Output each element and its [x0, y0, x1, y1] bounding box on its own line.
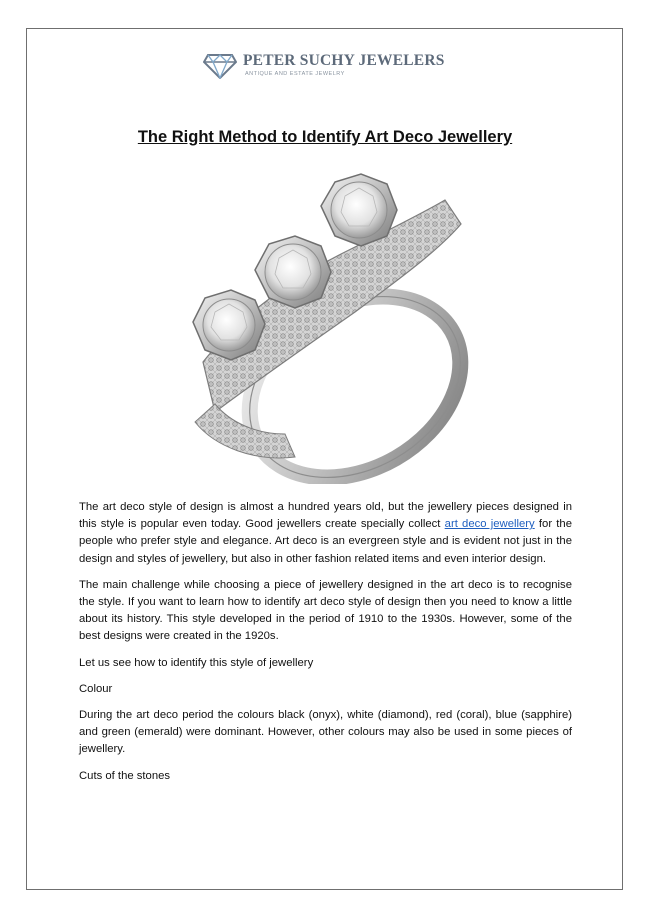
brand-name: PETER SUCHY JEWELERS	[243, 52, 445, 69]
heading-cuts: Cuts of the stones	[79, 769, 171, 782]
diamond-icon	[203, 51, 237, 79]
ring-image	[175, 172, 485, 484]
art-deco-jewellery-link[interactable]: art deco jewellery	[444, 518, 535, 531]
brand-logo[interactable]	[203, 50, 453, 84]
paragraph-intro	[79, 499, 572, 568]
heading-colour: Colour	[79, 682, 113, 695]
paragraph-history: The main challenge while choosing a piece of jewellery designed in the art deco is to recognise the style. If you want to learn how to identify art deco style of design then you need to know a little about its history. This style developed in the period of 1910 to the 1930s. However, some of the best designs were created in the 1920s.	[79, 578, 572, 643]
paragraph-lead-in: Let us see how to identify this style of jewellery	[79, 656, 314, 669]
paragraph-intro-text: The art deco style of design is almost a hundred years old, but the jewellery pieces designed in this style is popular even today. Good jewellers create specially collect	[79, 501, 572, 531]
page-title: The Right Method to Identify Art Deco Jewellery	[137, 128, 513, 146]
paragraph-intro-text-continued: for the people who prefer style and elegance. Art deco is an evergreen style and is evident not just in the design and styles of jewellery, but also in other fashion related items and even interior design.	[79, 518, 572, 565]
paragraph-colours: During the art deco period the colours black (onyx), white (diamond), red (coral), blue (sapphire) and green (emerald) were dominant. However, other colours may also be used in some pieces of jewellery.	[79, 709, 572, 756]
article-body	[79, 499, 572, 794]
brand-tagline: ANTIQUE AND ESTATE JEWELRY	[245, 71, 345, 77]
